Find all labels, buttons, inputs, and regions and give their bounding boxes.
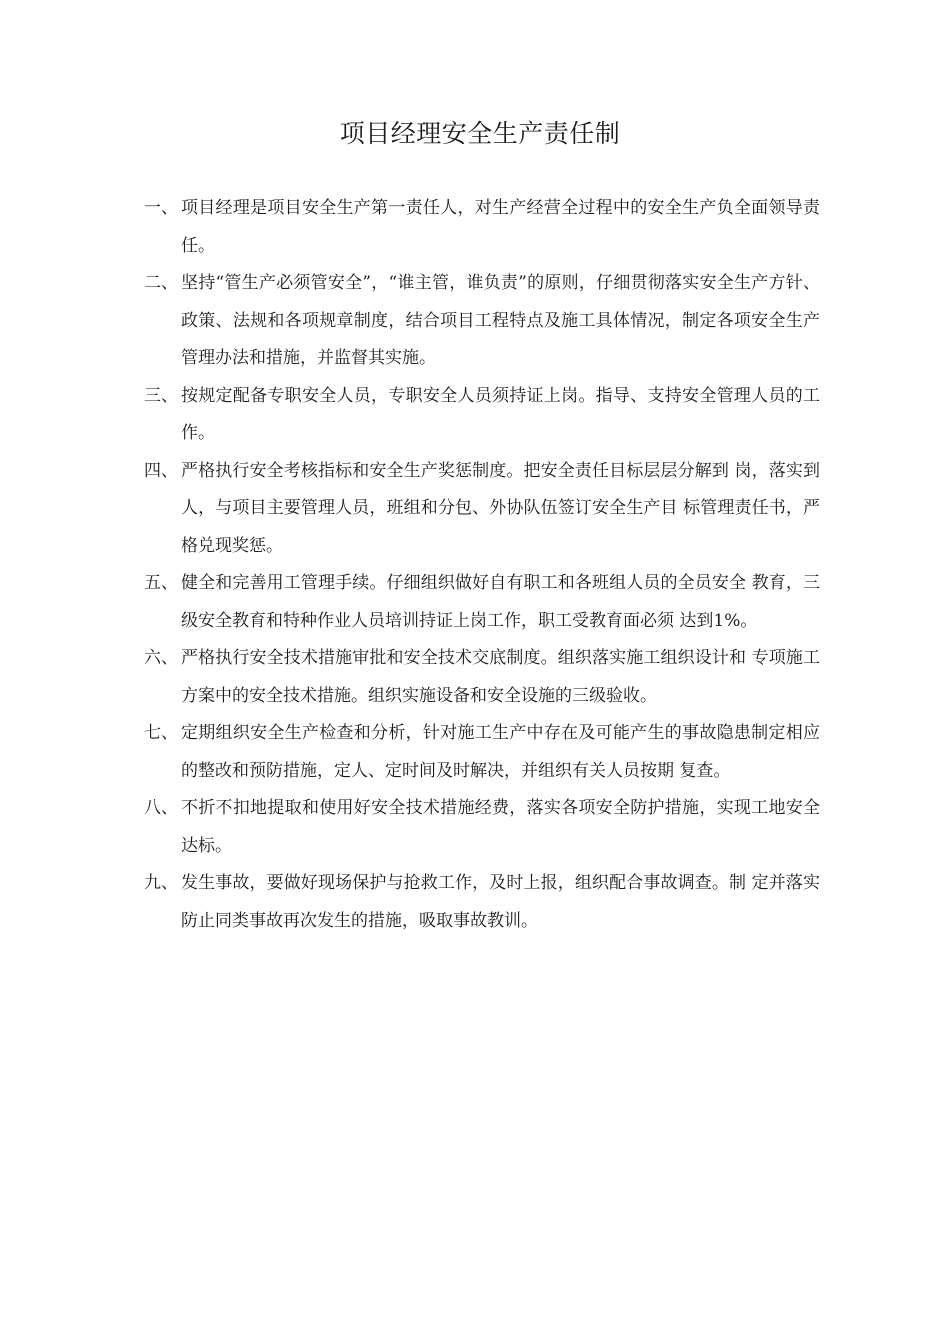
list-item (144, 453, 820, 566)
list-item (144, 715, 820, 790)
item-text: 发生事故，要做好现场保护与抢救工作，及时上报，组织配合事故调查。制 定并落实防止同类事故再次发生的措施，吸取事故教训。 (181, 873, 820, 931)
item-number: 四、 (144, 460, 178, 481)
list-item (144, 190, 820, 265)
item-text: 严格执行安全考核指标和安全生产奖惩制度。把安全责任目标层层分解到 岗，落实到人，与项目主要管理人员，班组和分包、外协队伍签订安全生产目 标管理责任书，严格兑现奖惩。 (181, 460, 820, 556)
item-number: 六、 (144, 648, 178, 668)
item-text: 健全和完善用工管理手续。仔细组织做好自有职工和各班组人员的全员安全 教育，三级安全教育和特种作业人员培训持证上岗工作，职工受教育面必须 达到1%。 (181, 573, 820, 631)
list-item (144, 790, 820, 865)
item-text: 项目经理是项目安全生产第一责任人，对生产经营全过程中的安全生产负全面领导责任。 (181, 198, 820, 256)
item-number: 三、 (144, 385, 178, 406)
item-number: 八、 (144, 798, 178, 818)
list-item (144, 640, 820, 715)
list-item (144, 565, 820, 640)
item-text: 坚持“管生产必须管安全”，“谁主管，谁负责”的原则，仔细贯彻落实安全生产方针、政策、法规和各项规章制度，结合项目工程特点及施工具体情况，制定各项安全生产管理办法和措施，并监督其实施。 (181, 273, 820, 368)
item-text: 按规定配备专职安全人员，专职安全人员须持证上岗。指导、支持安全管理人员的工作。 (181, 385, 820, 443)
list-item (144, 378, 820, 453)
item-number: 九、 (144, 873, 178, 893)
list-item (144, 265, 820, 378)
item-number: 二、 (144, 273, 178, 293)
item-number: 五、 (144, 573, 178, 593)
list-item (144, 865, 820, 940)
responsibility-list (144, 190, 820, 940)
page-title: 项目经理安全生产责任制 (339, 119, 621, 148)
item-text: 不折不扣地提取和使用好安全技术措施经费，落实各项安全防护措施，实现工地安全达标。 (181, 798, 820, 856)
item-number: 七、 (144, 723, 178, 743)
item-text: 定期组织安全生产检查和分析，针对施工生产中存在及可能产生的事故隐患制定相应的整改和预防措施，定人、定时间及时解决，并组织有关人员按期 复查。 (181, 723, 820, 781)
item-number: 一、 (144, 198, 178, 218)
item-text: 严格执行安全技术措施审批和安全技术交底制度。组织落实施工组织设计和 专项施工方案中的安全技术措施。组织实施设备和安全设施的三级验收。 (181, 648, 820, 706)
